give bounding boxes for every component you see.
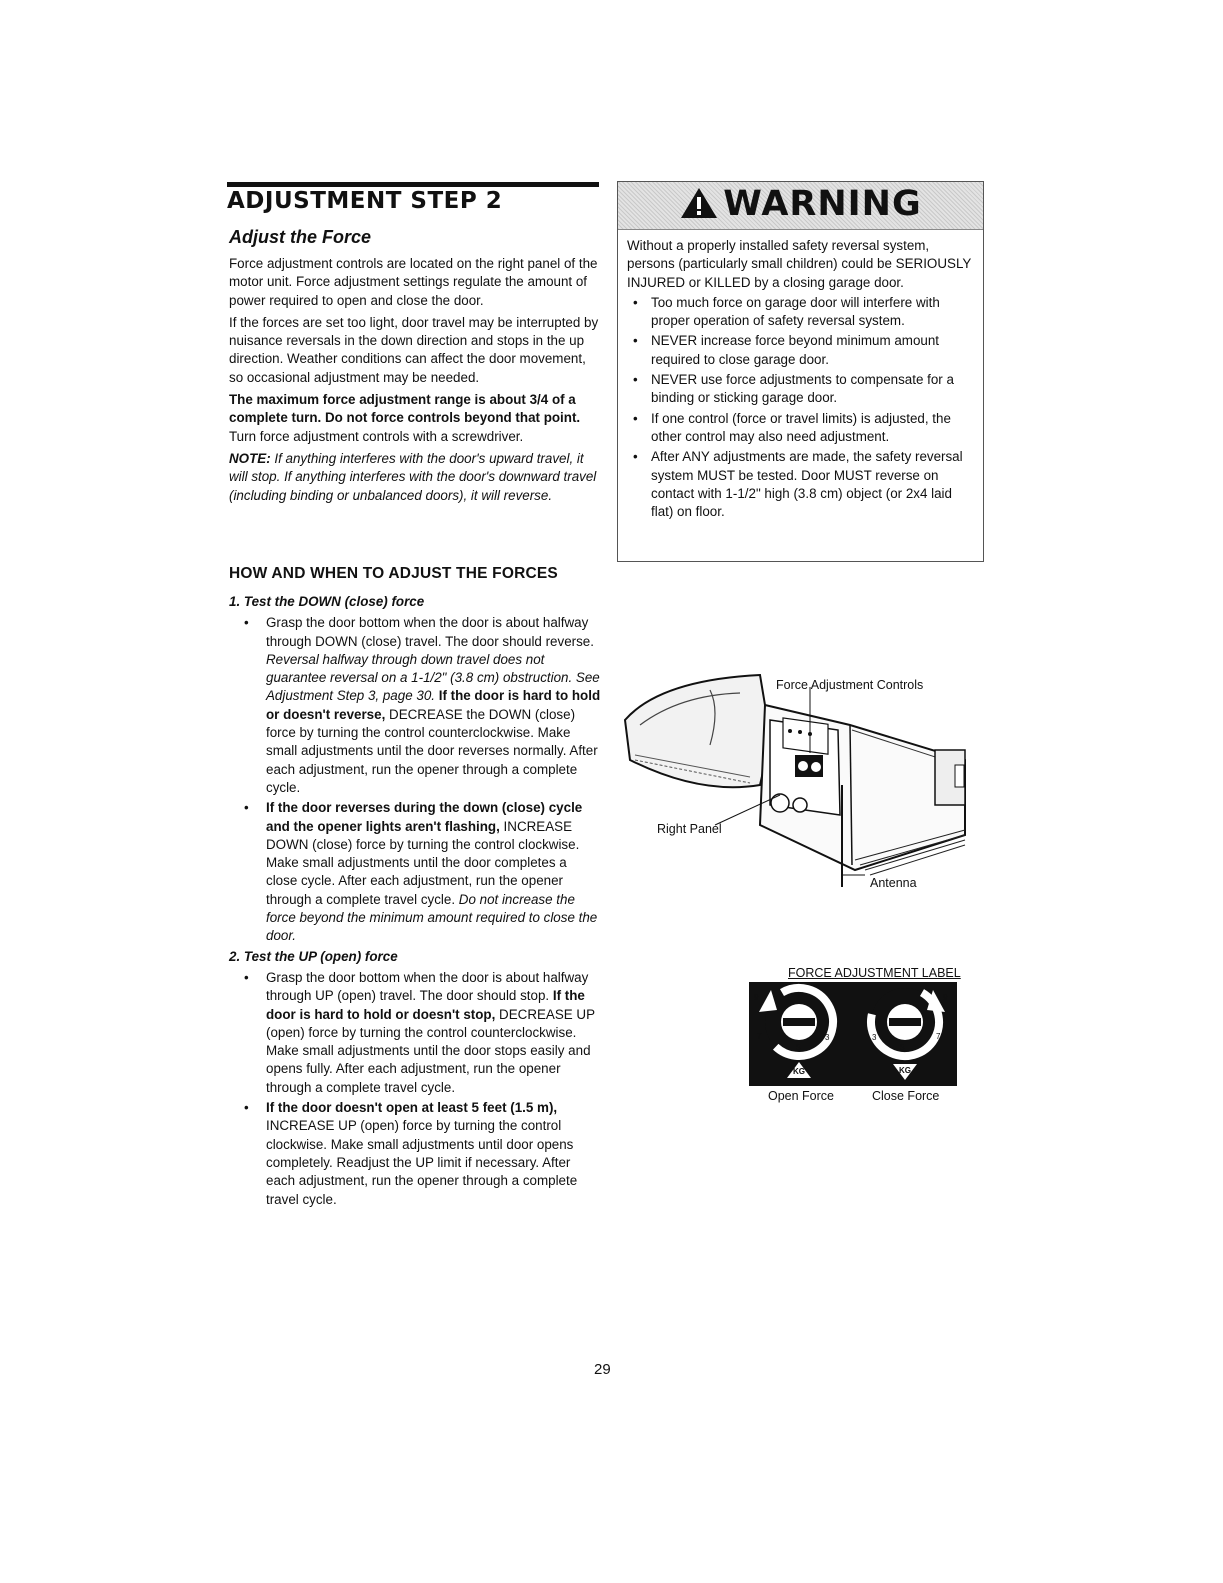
- step-2b-text: INCREASE UP (open) force by turning the control clockwise. Make small adjustments until door opens completely. Readjust the UP limit if necessary. After each adjustment, run the opener through a complete travel cycle.: [266, 1118, 578, 1207]
- open-force-caption: Open Force: [768, 1089, 835, 1103]
- warning-intro: Without a properly installed safety reversal system, persons (particularly small children) could be SERIOUSLY INJURED or KILLED by a closing garage door.: [627, 238, 972, 290]
- list-item: • NEVER use force adjustments to compensate for a binding or sticking garage door.: [651, 371, 973, 408]
- note-label: NOTE:: [229, 450, 271, 466]
- list-item: • Too much force on garage door will interfere with proper operation of safety reversal system.: [651, 294, 973, 331]
- right-dial-num-7: 7: [936, 1032, 941, 1041]
- close-force-caption: Close Force: [872, 1089, 940, 1103]
- list-item: • NEVER increase force beyond minimum amount required to close garage door.: [651, 332, 973, 369]
- step-1a-italic: Reversal halfway through down travel does not guarantee reversal on a 1-1/2" (3.8 cm) obstruction. See Adjustment Step 3, page 30.: [266, 651, 600, 704]
- page-number: 29: [594, 1361, 611, 1378]
- step-1a-rest: DECREASE the DOWN (close) force by turning the control counterclockwise. Make small adjustments until the door reverses normally. After each adjustment, run the opener through a complete cycle.: [266, 706, 598, 795]
- step-1b-text: INCREASE DOWN (close) force by turning the control clockwise. Make small adjustments until the door completes a close cycle. After each adjustment, run the opener through a complete travel cycle.: [266, 818, 580, 907]
- warning-triangle-icon: [679, 185, 719, 221]
- step-2b-bold: If the door doesn't open at least 5 feet (1.5 m),: [266, 1100, 558, 1116]
- step-1-bullets: [229, 614, 601, 945]
- right-panel-label: Right Panel: [657, 822, 722, 836]
- list-item: [266, 614, 601, 797]
- intro-text: [229, 255, 599, 509]
- step-2-bullets: [229, 969, 601, 1209]
- right-dial-num-5: 5: [900, 1043, 905, 1052]
- intro-paragraph-2: If the forces are set too light, door travel may be interrupted by nuisance reversals in the down direction and stops in the up direction. Weather conditions can affect the door movement, so occasional adjustment may be needed.: [229, 314, 599, 385]
- step-1b-italic: Do not increase the force beyond the minimum amount required to close the door.: [266, 891, 598, 944]
- force-range-warning: The maximum force adjustment range is about 3/4 of a complete turn. Do not force controls beyond that point.: [229, 392, 581, 426]
- list-item: [266, 1099, 601, 1209]
- page-title: ADJUSTMENT STEP 2: [227, 188, 503, 214]
- step-1a-bold: If the door is hard to hold or doesn't reverse,: [266, 688, 601, 722]
- step-1-title: 1. Test the DOWN (close) force: [229, 594, 425, 609]
- left-dial-num-9: 9: [754, 993, 759, 1002]
- left-dial-num-3: 3: [825, 1033, 830, 1042]
- steps-list: [229, 593, 601, 1211]
- section-title: HOW AND WHEN TO ADJUST THE FORCES: [229, 565, 558, 582]
- note-text: If anything interferes with the door's upward travel, it will stop. If anything interferes with the door's downward travel (including binding or unbalanced doors), it will reverse.: [229, 450, 597, 503]
- step-1b-bold: If the door reverses during the down (close) cycle and the opener lights aren't flashing,: [266, 800, 583, 834]
- right-dial-num-9: 9: [943, 993, 948, 1002]
- force-label-title: FORCE ADJUSTMENT LABEL: [788, 966, 961, 980]
- open-kg-badge: KG: [793, 1067, 805, 1076]
- warning-title: WARNING: [723, 184, 922, 224]
- step-2a-bold: If the door is hard to hold or doesn't stop,: [266, 988, 585, 1022]
- antenna-label: Antenna: [870, 876, 917, 890]
- intro-paragraph-1: Force adjustment controls are located on the right panel of the motor unit. Force adjustment settings regulate the amount of power required to open and close the door.: [229, 256, 598, 308]
- right-dial-num-3: 3: [872, 1033, 877, 1042]
- step-1a-text: Grasp the door bottom when the door is about halfway through DOWN (close) travel. The door should reverse.: [266, 615, 594, 649]
- step-2a-text: Grasp the door bottom when the door is about halfway through UP (open) travel. The door should stop.: [266, 969, 589, 1004]
- warning-body: [627, 237, 973, 523]
- warning-header: [618, 182, 983, 230]
- force-range-instruction: Turn force adjustment controls with a screwdriver.: [229, 428, 524, 444]
- list-item: [266, 799, 601, 945]
- close-kg-badge: KG: [899, 1066, 911, 1075]
- list-item: [266, 969, 601, 1097]
- list-item: • If one control (force or travel limits) is adjusted, the other control may also need adjustment.: [651, 410, 973, 447]
- force-controls-label: Force Adjustment Controls: [776, 678, 924, 692]
- note-paragraph: [229, 450, 599, 505]
- force-label-graphic: [749, 982, 957, 1086]
- warning-box: [617, 181, 984, 562]
- step-2a-rest: DECREASE UP (open) force by turning the control counterclockwise. Make small adjustments until the door stops easily and opens fully. After each adjustment, run the opener through a complete travel cycle.: [266, 1006, 595, 1095]
- left-dial-num-7: 7: [757, 1032, 762, 1041]
- list-item: • After ANY adjustments are made, the safety reversal system MUST be tested. Door MUST reverse on contact with 1-1/2" high (3.8 cm) object (or 2x4 laid flat) on floor.: [651, 448, 973, 521]
- page-subtitle: Adjust the Force: [229, 227, 372, 247]
- left-dial-num-5: 5: [796, 1043, 801, 1052]
- intro-paragraph-3: [229, 391, 599, 446]
- header-rule: [227, 182, 599, 187]
- step-2-title: 2. Test the UP (open) force: [229, 948, 398, 964]
- warning-list: [627, 294, 973, 522]
- opener-illustration: [620, 665, 980, 905]
